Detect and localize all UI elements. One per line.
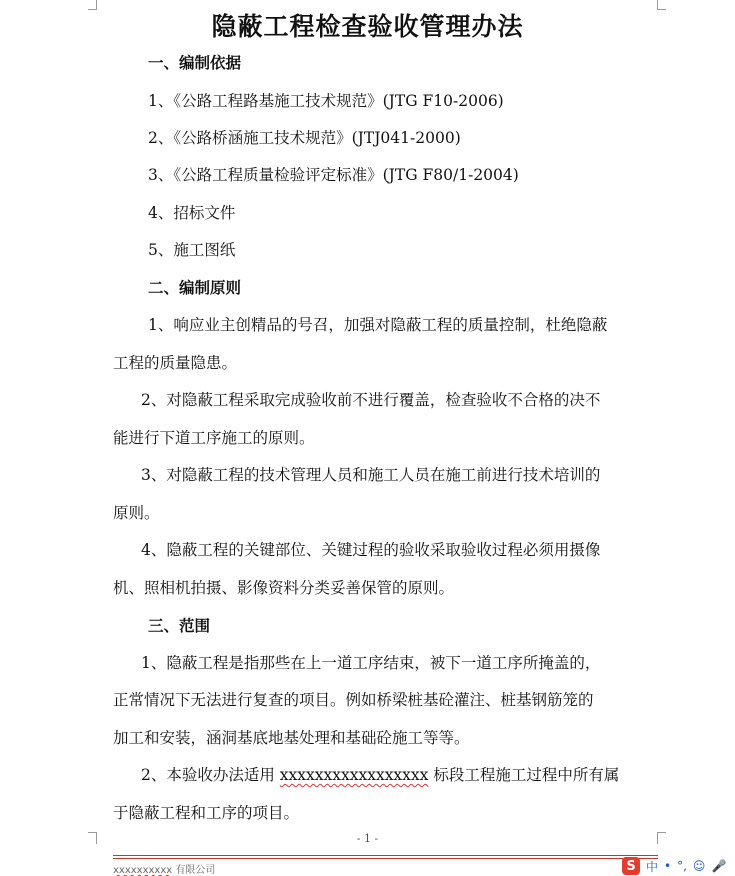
footer-rule	[113, 858, 658, 859]
footer-rule	[113, 855, 658, 856]
paragraph-line: 机、照相机拍摄、影像资料分类妥善保管的原则。	[113, 579, 455, 597]
document-title: 隐蔽工程检查验收管理办法	[211, 12, 524, 41]
footer-company	[113, 861, 215, 876]
ime-chinese-mode-button[interactable]: 中	[646, 859, 659, 874]
section-heading: 三、范围	[148, 617, 211, 635]
paragraph-text: 2、本验收办法适用	[141, 766, 280, 784]
paragraph-text: 标段工程施工过程中所有属	[428, 766, 620, 784]
ime-logo-icon[interactable]: S	[622, 857, 640, 875]
paragraph-line: 能进行下道工序施工的原则。	[113, 429, 315, 447]
page-number: - 1 -	[356, 832, 379, 845]
ime-dot-icon[interactable]: •	[664, 859, 672, 873]
ime-punctuation-icon[interactable]: °,	[677, 859, 687, 873]
paragraph-line: 3、对隐蔽工程的技术管理人员和施工人员在施工前进行技术培训的	[141, 466, 601, 484]
paragraph-line: 正常情况下无法进行复查的项目。例如桥梁桩基砼灌注、桩基钢筋笼的	[113, 691, 594, 709]
reference-item: 4、招标文件	[148, 204, 236, 222]
paragraph-line: 1、响应业主创精品的号召，加强对隐蔽工程的质量控制，杜绝隐蔽	[148, 316, 608, 334]
section-heading: 二、编制原则	[148, 279, 242, 297]
reference-item: 1、《公路工程路基施工技术规范》(JTG F10-2006)	[148, 92, 504, 110]
paragraph-line: 工程的质量隐患。	[113, 354, 238, 372]
reference-item: 5、施工图纸	[148, 241, 236, 259]
paragraph-line	[141, 764, 666, 786]
section-heading: 一、编制依据	[148, 54, 242, 72]
footer-company-mark: xxxxxxxxxx	[113, 865, 173, 876]
reference-item: 3、《公路工程质量检验评定标准》(JTG F80/1-2004)	[148, 166, 519, 184]
footer-company-suffix: 有限公司	[172, 865, 216, 876]
paragraph-line: 原则。	[113, 504, 160, 522]
spellcheck-marked-text[interactable]: xxxxxxxxxxxxxxxxx	[279, 766, 429, 784]
paragraph-line: 于隐蔽工程和工序的项目。	[113, 804, 300, 822]
ime-emoji-icon[interactable]: ☺	[692, 859, 706, 873]
paragraph-line: 加工和安装，涵洞基底地基处理和基础砼施工等等。	[113, 729, 470, 747]
ime-toolbar[interactable]	[622, 856, 735, 876]
paragraph-line: 4、隐蔽工程的关键部位、关键过程的验收采取验收过程必须用摄像	[141, 541, 601, 559]
paragraph-line: 1、隐蔽工程是指那些在上一道工序结束，被下一道工序所掩盖的，	[141, 654, 601, 672]
ime-microphone-icon[interactable]: 🎤	[711, 859, 727, 873]
paragraph-line: 2、对隐蔽工程采取完成验收前不进行覆盖，检查验收不合格的决不	[141, 391, 601, 409]
reference-item: 2、《公路桥涵施工技术规范》(JTJ041-2000)	[148, 129, 461, 147]
